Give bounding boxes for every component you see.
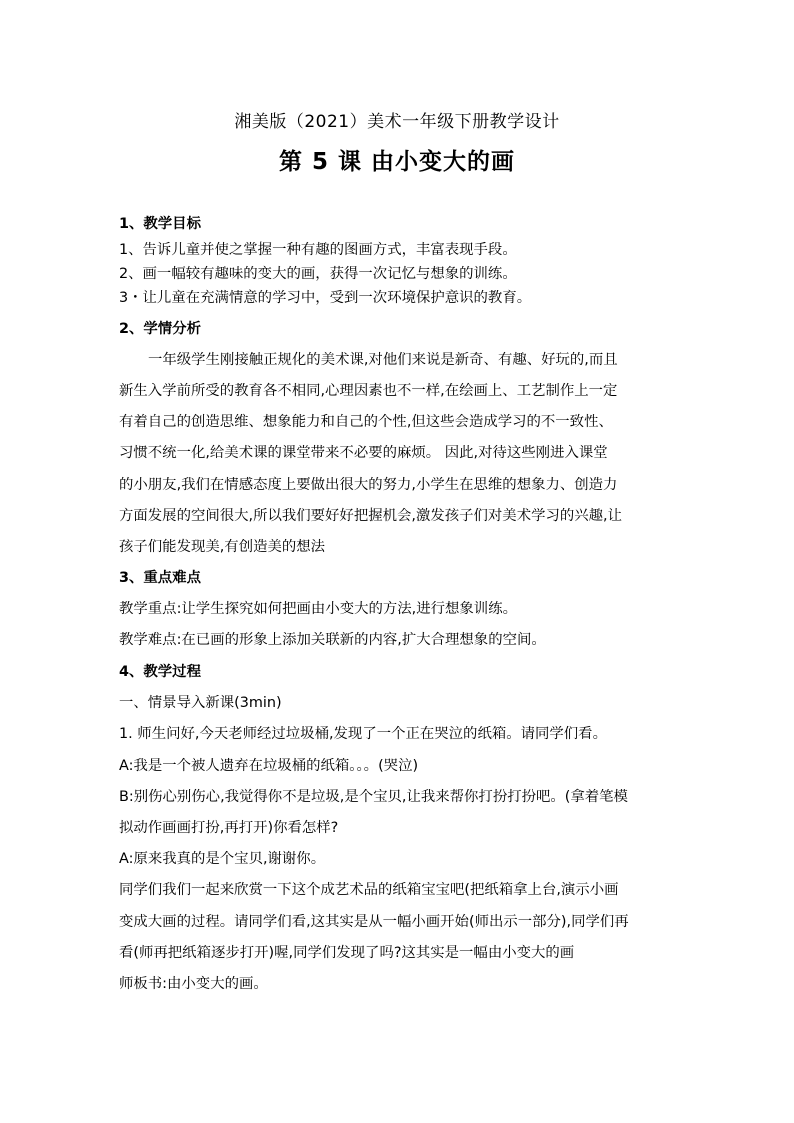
section-heading-analysis: 2、学情分析 (119, 321, 201, 337)
paragraph-line: 习惯不统一化,给美术课的课堂带来不必要的麻烦。 因此,对待这些刚进入课堂 (119, 445, 608, 461)
paragraph-line: 新生入学前所受的教育各不相同,心理因素也不一样,在绘画上、工艺制作上一定 (119, 383, 618, 399)
process-line: 变成大画的过程。请同学们看,这其实是从一幅小画开始(师出示一部分),同学们再 (119, 914, 629, 930)
lesson-title: 第 5 课 由小变大的画 (278, 149, 516, 175)
section-heading-objectives: 1、教学目标 (119, 216, 201, 232)
section-heading-key-points: 3、重点难点 (119, 570, 201, 586)
process-line: A:原来我真的是个宝贝,谢谢你。 (119, 851, 326, 867)
process-line: B:别伤心别伤心,我觉得你不是垃圾,是个宝贝,让我来帮你打扮打扮吧。(拿着笔模 (119, 789, 628, 805)
key-point-line: 教学重点:让学生探究如何把画由小变大的方法,进行想象训练。 (119, 601, 517, 617)
key-point-line: 教学难点:在已画的形象上添加关联新的内容,扩大合理想象的空间。 (119, 632, 546, 648)
objective-item: 3・让儿童在充满情意的学习中，受到一次环境保护意识的教育。 (119, 290, 532, 306)
objective-item: 1、告诉儿童并使之掌握一种有趣的图画方式，丰富表现手段。 (119, 242, 517, 258)
process-line: A:我是一个被人遗弃在垃圾桶的纸箱。。。(哭泣) (119, 758, 419, 774)
paragraph-line: 的小朋友,我们在情感态度上要做出很大的努力,小学生在思维的想象力、创造力 (119, 477, 618, 493)
process-line: 拟动作画画打扮,再打开)你看怎样? (119, 820, 339, 836)
document-subtitle: 湘美版（2021）美术一年级下册教学设计 (234, 112, 560, 132)
process-line: 一、情景导入新课(3min) (119, 695, 282, 711)
paragraph-line: 方面发展的空间很大,所以我们要好好把握机会,激发孩子们对美术学习的兴趣,让 (119, 508, 623, 524)
paragraph-line: 孩子们能发现美,有创造美的想法 (119, 539, 326, 555)
process-line: 同学们我们一起来欣赏一下这个成艺术品的纸箱宝宝吧(把纸箱拿上台,演示小画 (119, 882, 619, 898)
process-line: 1. 师生问好,今天老师经过垃圾桶,发现了一个正在哭泣的纸箱。请同学们看。 (119, 726, 607, 742)
process-line: 师板书:由小变大的画。 (119, 976, 268, 992)
paragraph-line: 有着自己的创造思维、想象能力和自己的个性,但这些会造成学习的不一致性、 (119, 414, 613, 430)
process-line: 看(师再把纸箱逐步打开)喔,同学们发现了吗?这其实是一幅由小变大的画 (119, 945, 575, 961)
objective-item: 2、画一幅较有趣味的变大的画，获得一次记忆与想象的训练。 (119, 266, 517, 282)
section-heading-process: 4、教学过程 (119, 664, 201, 680)
paragraph-line: 一年级学生刚接触正规化的美术课,对他们来说是新奇、有趣、好玩的,而且 (148, 352, 618, 368)
